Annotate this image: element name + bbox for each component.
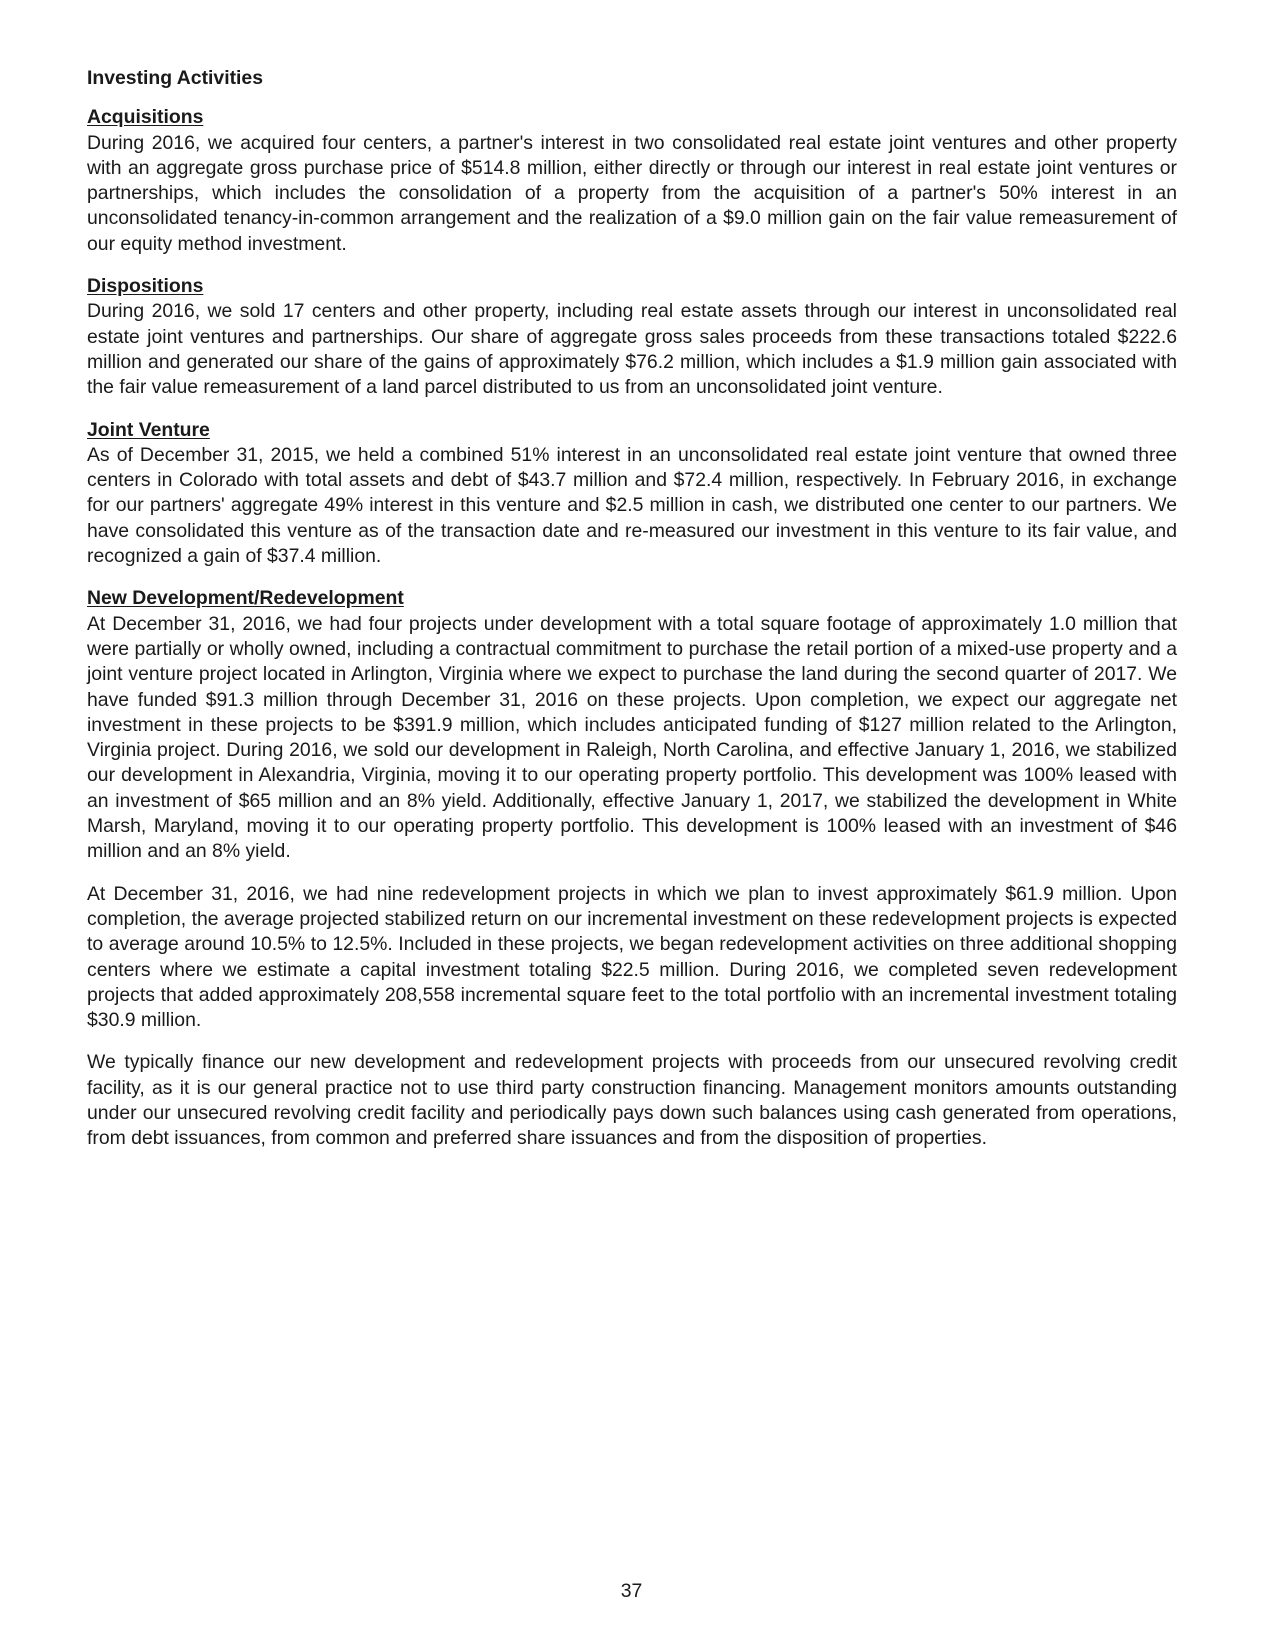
acquisitions-section xyxy=(87,105,1177,257)
document-body xyxy=(87,66,1177,1169)
financing-paragraph: We typically finance our new development and redevelopment projects with proceeds from our unsecured revolving credit facility, as it is our general practice not to use third party construction financing. Management monitors amounts outstanding under our unsecured revolving credit facility and periodically pays down such balances using cash generated from operations, from debt issuances, from common and preferred share issuances and from the disposition of properties. xyxy=(87,1051,1177,1150)
dispositions-heading: Dispositions xyxy=(87,275,204,298)
joint-venture-section xyxy=(87,418,1177,570)
acquisitions-paragraph: During 2016, we acquired four centers, a partner's interest in two consolidated real estate joint ventures and other property with an aggregate gross purchase price of $514.8 million, either directly or through our interest in real estate joint ventures or partnerships, which includes the consolidation of a property from the acquisition of a partner's 50% interest in an unconsolidated tenancy-in-common arrangement and the realization of a $9.0 million gain on the fair value remeasurement of our equity method investment. xyxy=(87,131,1177,255)
dispositions-section xyxy=(87,274,1177,400)
page-number: 37 xyxy=(620,1580,643,1602)
development-paragraph: At December 31, 2016, we had four projects under development with a total square footage of approximately 1.0 million that were partially or wholly owned, including a contractual commitment to purchase the retail portion of a mixed-use property and a joint venture project located in Arlington, Virginia where we expect to purchase the land during the second quarter of 2017. We have funded $91.3 million through December 31, 2016 on these projects. Upon completion, we expect our aggregate net investment in these projects to be $391.9 million, which includes anticipated funding of $127 million related to the Arlington, Virginia project. During 2016, we sold our development in Raleigh, North Carolina, and effective January 1, 2016, we stabilized our development in Alexandria, Virginia, moving it to our operating property portfolio. This development was 100% leased with an investment of $65 million and an 8% yield. Additionally, effective January 1, 2017, we stabilized the development in White Marsh, Maryland, moving it to our operating property portfolio. This development is 100% leased with an investment of $46 million and an 8% yield. xyxy=(87,612,1177,863)
acquisitions-heading: Acquisitions xyxy=(87,106,204,129)
redevelopment-paragraph: At December 31, 2016, we had nine redevelopment projects in which we plan to invest approximately $61.9 million. Upon completion, the average projected stabilized return on our incremental investment on these redevelopment projects is expected to average around 10.5% to 12.5%. Included in these projects, we began redevelopment activities on three additional shopping centers where we estimate a capital investment totaling $22.5 million. During 2016, we completed seven redevelopment projects that added approximately 208,558 incremental square feet to the total portfolio with an incremental investment totaling $30.9 million. xyxy=(87,882,1177,1032)
new-development-heading: New Development/Redevelopment xyxy=(87,587,404,610)
new-development-section xyxy=(87,586,1177,1151)
joint-venture-heading: Joint Venture xyxy=(87,418,210,441)
section-title: Investing Activities xyxy=(87,67,264,89)
dispositions-paragraph: During 2016, we sold 17 centers and other property, including real estate assets through our interest in unconsolidated real estate joint ventures and partnerships. Our share of aggregate gross sales proceeds from these transactions totaled $222.6 million and generated our share of the gains of approximately $76.2 million, which includes a $1.9 million gain associated with the fair value remeasurement of a land parcel distributed to us from an unconsolidated joint venture. xyxy=(87,300,1177,399)
joint-venture-paragraph: As of December 31, 2015, we held a combined 51% interest in an unconsolidated real estate joint venture that owned three centers in Colorado with total assets and debt of $43.7 million and $72.4 million, respectively. In February 2016, in exchange for our partners' aggregate 49% interest in this venture and $2.5 million in cash, we distributed one center to our partners. We have consolidated this venture as of the transaction date and re-measured our investment in this venture to its fair value, and recognized a gain of $37.4 million. xyxy=(87,443,1177,568)
